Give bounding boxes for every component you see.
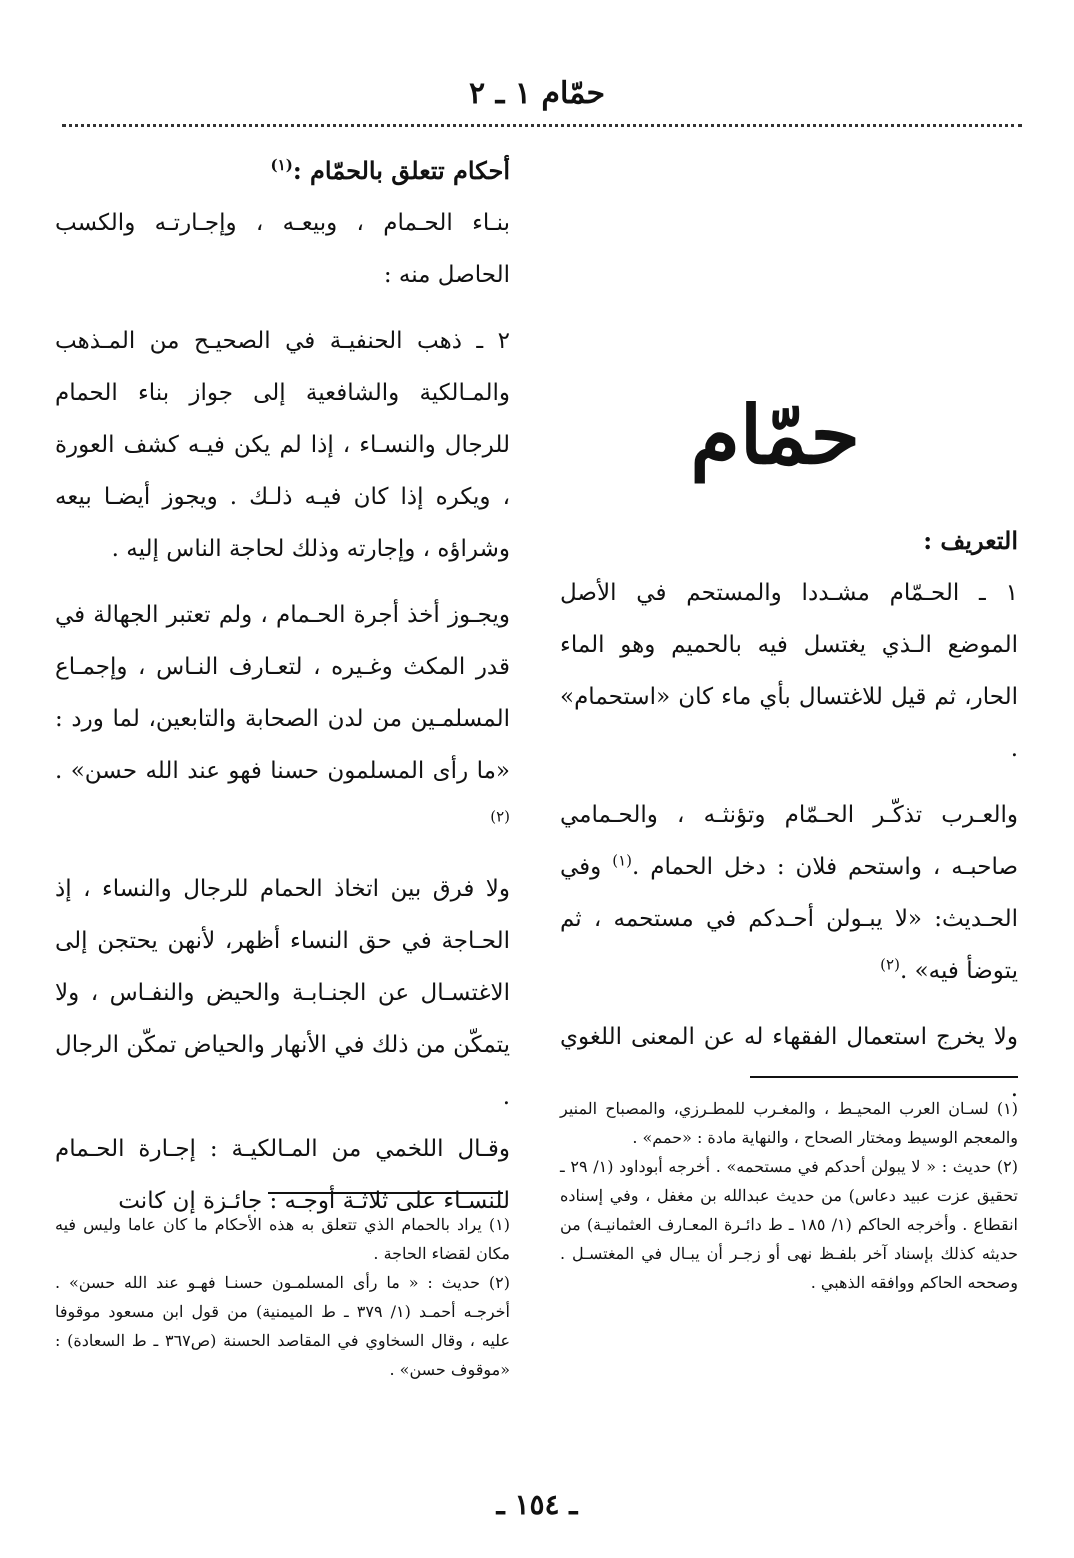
running-header: حمّام ١ ـ ٢: [469, 76, 605, 111]
paragraph-2b-text: وفي الحـديث: «لا يبـولن أحـدكم في مستحمه ، ثم يتوضأ فيه» .: [560, 854, 1018, 984]
paragraph-2-text: والعـرب تذكّـر الحـمّام وتؤنثـه ، والحـمامي صاحبـه ، واستحم فلان : دخل الحمام .: [560, 802, 1018, 880]
right-column: [560, 515, 1018, 1115]
definition-paragraph-1: ١ ـ الحـمّام مشـددا والمستحم في الأصل الموضع الـذي يغتسل فيه بالحميم وهو الماء الحار، ثم قيل للاغتسال بأي ماء كان «استحمام» .: [560, 580, 1018, 762]
footnotes-right: [560, 1094, 1018, 1297]
left-paragraph-2: [55, 589, 510, 849]
footnote-ref-1: (١): [612, 851, 633, 870]
footnote-ref-2: (٢): [880, 955, 900, 974]
footnote-right-2: (٢) حديث : « لا يبولن أحدكم في مستحمه» . أخرجه أبوداود (١/ ٢٩ ـ تحقيق عزت عبيد دعاس) من حديث عبدالله بن مغفل ، وفي إسناده انقطاع . وأخرجه الحاكم (١/ ١٨٥ ـ ط دائـرة المعـارف العثمانيـة) من حديثه كذلك بإسناد آخر بلفـظ نهى أو زجـر أن يبـال في المغتسـل . وصححه الحاكم ووافقه الذهبي .: [560, 1157, 1019, 1292]
left-paragraph-4: وقـال اللخمي من المـالكيـة : إجـارة الحـمام للنسـاء على ثلاثـة أوجـه : جائـزة إن كانت: [55, 1136, 510, 1214]
left-paragraph-1: ٢ ـ ذهب الحنفيـة في الصحيـح من المـذهب والمـالكية والشافعية إلى جواز بناء الحمام للرجال والنسـاء ، إذا لم يكن فيـه كشف العورة ، ويكره إذا كان فيـه ذلـك . ويجوز أيضـا بيعه وشراؤه ، وإجارته وذلك لحاجة الناس إليه .: [55, 328, 510, 562]
page-number: ـ ١٥٤ ـ: [496, 1488, 578, 1521]
footnote-left-2: (٢) حديث : « ما رأى المسلمـون حسنـا فهـو عند الله حسن» . أخرجـه أحمـد (١/ ٣٧٩ ـ ط الميمنية) من قول ابن مسعود موقوفا عليه ، وقال السخاوي في المقاصد الحسنة (ص٣٦٧ ـ ط السعادة) : «موقوف حسن» .: [55, 1273, 511, 1379]
footnotes-left: [55, 1210, 510, 1384]
left-paragraph-3: ولا فرق بين اتخاذ الحمام للرجال والنساء ، إذ الحـاجة في حق النساء أظهر، لأنهن يحتجن إلى الاغتسـال عن الجنـابـة والحيض والنفـاس ، ولا يتمكّن من ذلك في الأنهار والحياض تمكّن الرجال .: [55, 876, 510, 1110]
entry-title: حمّام: [690, 388, 860, 482]
rulings-heading-ref: (١): [270, 156, 293, 174]
rulings-heading-text: أحكام تتعلق بالحمّام :: [292, 156, 510, 185]
definition-heading: التعريف :: [923, 526, 1018, 555]
left-paragraph-2-text: ويجـوز أخذ أجرة الحـمام ، ولم تعتبر الجهالة في قدر المكث وغـيره ، لتعـارف النـاس ، وإجمـاع المسلمـين من لدن الصحابة والتابعين، لما ورد : «ما رأى المسلمون حسنا فهو عند الله حسن» .: [55, 602, 510, 784]
footnote-left-1: (١) يراد بالحمام الذي تتعلق به هذه الأحكام ما كان عاما وليس فيه مكان لقضاء الحاجة .: [55, 1215, 510, 1263]
rulings-heading: [55, 145, 510, 197]
definition-paragraph-3: ولا يخرج استعمال الفقهاء له عن المعنى اللغوي .: [560, 1024, 1018, 1102]
footnote-rule-right: [750, 1076, 1018, 1078]
sub-heading: بنـاء الحـمام ، وبيعـه ، وإجـارتـه والكسب الحاصل منه :: [55, 210, 510, 288]
header-dotted-rule: [62, 124, 1022, 127]
left-column: [55, 145, 510, 1227]
footnote-rule-left: [268, 1192, 503, 1194]
definition-paragraph-2: [560, 789, 1018, 997]
left-paragraph-2-ref: (٢): [490, 807, 510, 826]
footnote-right-1: (١) لسـان العرب المحيـط ، والمغـرب للمطـرزي، والمصباح المنير والمعجم الوسيط ومختار الصحاح ، والنهاية مادة : «حمم» .: [560, 1099, 1018, 1147]
